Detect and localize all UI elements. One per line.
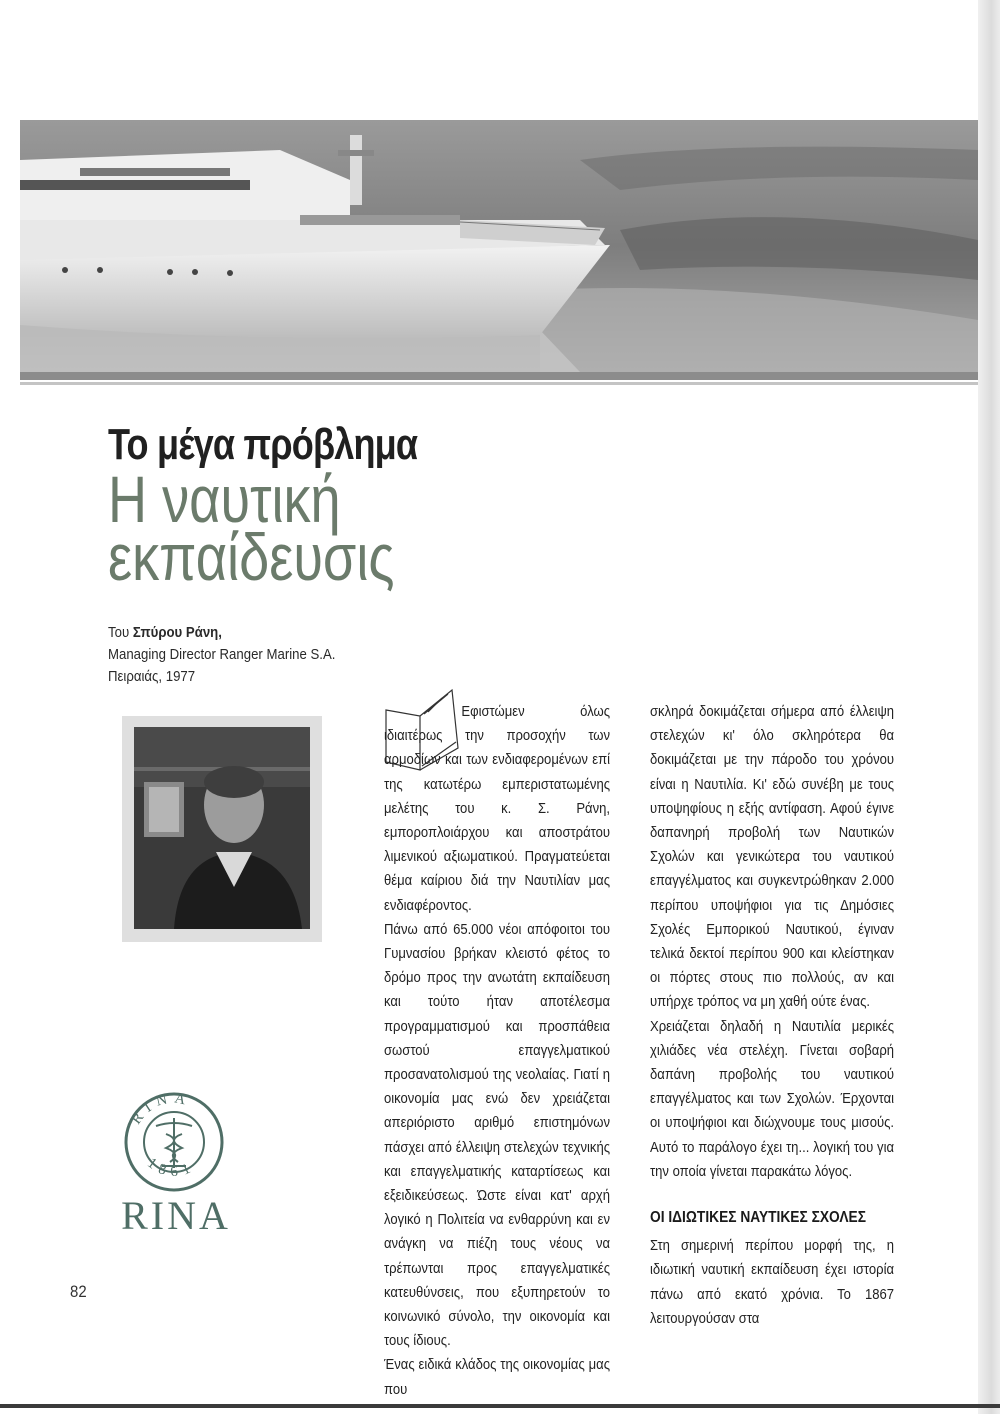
caduceus-icon	[156, 1118, 192, 1168]
section-heading: ΟΙ ΙΔΙΩΤΙΚΕΣ ΝΑΥΤΙΚΕΣ ΣΧΟΛΕΣ	[650, 1209, 866, 1227]
author-portrait-frame	[122, 716, 322, 942]
author-portrait	[134, 727, 310, 929]
rina-ring-bottom-text: 1861	[144, 1155, 199, 1181]
page-number: 82	[70, 1282, 87, 1301]
author-name: Σπύρου Ράνη,	[132, 624, 222, 641]
rina-ring-top-text: RINA	[128, 1090, 193, 1128]
hero-ship-photo	[20, 120, 978, 372]
page-edge	[978, 0, 1000, 1414]
place-year: Πειραιάς, 1977	[108, 668, 196, 685]
body-paragraph: Στη σημερινή περίπου μορφή της, η ιδιωτική ναυτική εκπαίδευση έχει ιστορία πάνω από εκατό χρόνια. Το 1867 λειτουργούσαν στα	[650, 1237, 895, 1327]
byline-prefix: Του	[108, 624, 133, 641]
body-paragraph: Χρειάζεται δηλαδή η Ναυτιλία μερικές χιλιάδες νέα στελέχη. Γίνεται σοβαρή δαπάνη προβολής του ναυτικού επαγγέλματος και των Σχολών. Έρχονται οι υποψήφιοι και διώχνουμε τους μισούς. Αυτό το παράλογο έχει τη... λογική του για την οποία γίνεται παρακάτω λόγος.	[650, 1017, 895, 1180]
byline	[108, 622, 335, 688]
hero-rule-thin	[20, 382, 978, 385]
body-paragraph: Ένας ειδικά κλάδος της οικονομίας μας που	[384, 1356, 611, 1398]
lead-paragraph: Εφιστώμεν όλως ιδιαιτέρως την προσοχήν των αρμοδίων και των ενδιαφερομένων επί της κατωτέρω εμπεριστατωμένης μελέτης του κ. Σ. Ράνη, εμποροπλοιάρχου και αποστράτου λιμενικού αξιωματικού. Πραγματεύεται θέμα καίριου διά την Ναυτιλίαν μας ενδιαφέροντος.	[384, 703, 611, 914]
subtitle-line-1: Η ναυτική	[108, 462, 341, 536]
author-role: Managing Director Ranger Marine S.A.	[108, 646, 336, 663]
article-subtitle	[108, 462, 395, 594]
body-paragraph: σκληρά δοκιμάζεται σήμερα από έλλειψη στελεχών κι' όλο σκληρότερα θα δοκιμάζεται με την πάροδο του χρόνου είναι η Ναυτιλία. Κι' εδώ συνέβη με τους υποψηφίους η εξής αντίφαση. Αφού έγινε δαπανηρή προβολή των Ναυτικών Σχολών και γενικώτερα του ναυτικού επαγγέλματος και συγκεντρώθηκαν 2.000 περίπου υποψήφιοι για τις Δημόσιες Σχολές Εμπορικού Ναυτικού, έγιναν τελικά δεκτοί περίπου 900 και κλείστηκαν οι πόρτες στους πιο πολλούς, αν και υπήρχε τρόπος να μη χαθή ούτε ένας.	[650, 703, 895, 1011]
article-title: Το μέγα πρόβλημα	[108, 420, 418, 469]
article-column-2	[650, 700, 894, 1331]
article-column-1	[384, 700, 610, 1402]
body-paragraph: Πάνω από 65.000 νέοι απόφοιτοι του Γυμνασίου βρήκαν κλειστό φέτος το δρόμο προς την ανωτάτη εκπαίδευση και τούτο ήταν αποτέλεσμα προγραμματισμού και προσπάθεια σωστού επαγγελματικού προσανατολισμού της νεολαίας. Γιατί η οικονομία μας ενώ δεν χρειάζεται απεριόριστο αριθμό επιστημόνων πάσχει από έλλειψη στελεχών τεχνικής και επαγγελματικής καταρτίσεως και εξειδικεύσεως. Ώστε είναι κατ' αρχή λογικό η Πολιτεία να ενθαρρύνη και εν ανάγκη να πιέζη τους νέους να τρέπωνται προς επαγγελματικές κατευθύνσεις, που εξυπηρετούν το κοινωνικό σύνολο, την οικονομία και τους ίδιους.	[384, 920, 611, 1350]
hero-rule	[20, 372, 978, 380]
bottom-rule	[0, 1404, 1000, 1408]
subtitle-line-2: εκπαίδευσις	[108, 520, 395, 594]
rina-wordmark: RINA	[121, 1193, 231, 1238]
